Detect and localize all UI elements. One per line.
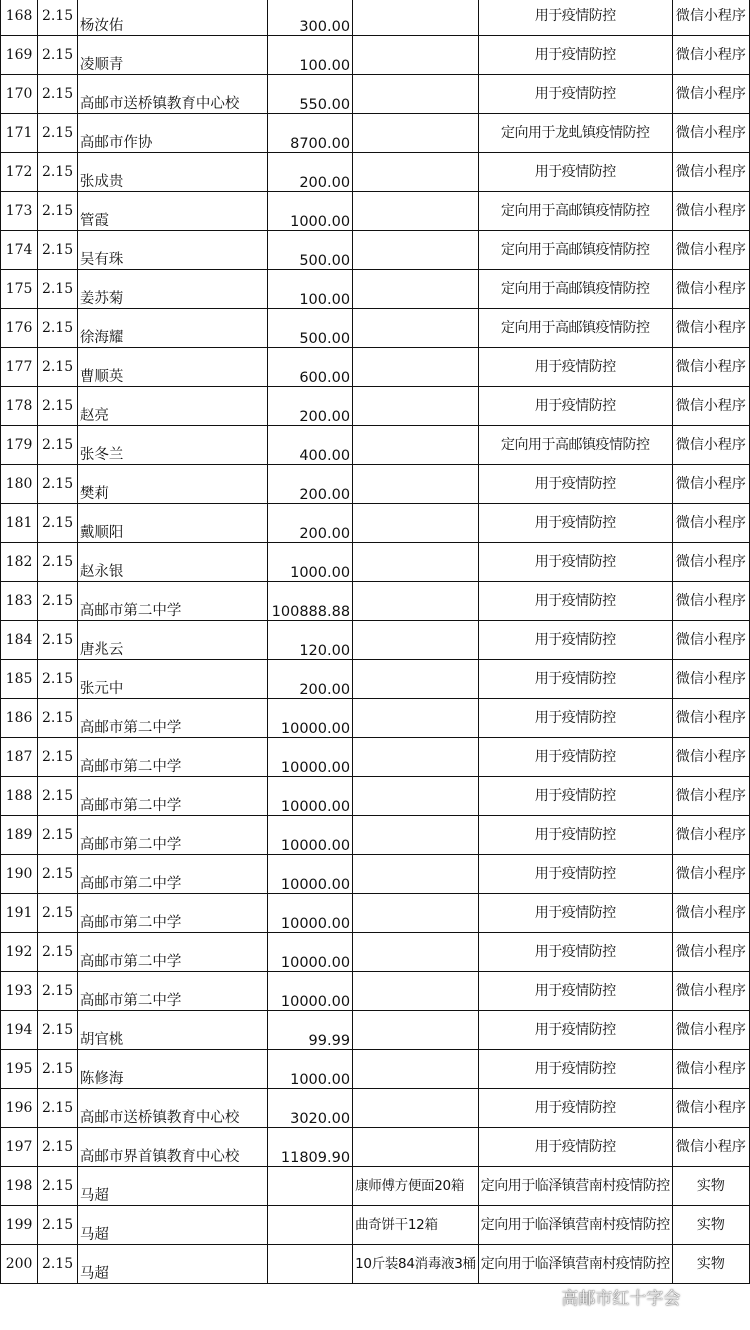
donation-amount: 10000.00 bbox=[268, 738, 353, 777]
table-row bbox=[1, 1050, 750, 1089]
donation-channel: 微信小程序 bbox=[672, 426, 749, 465]
donation-use: 用于疫情防控 bbox=[478, 972, 672, 1011]
table-row bbox=[1, 75, 750, 114]
watermark-text: 高邮市红十字会 bbox=[561, 1289, 681, 1309]
donation-amount: 1000.00 bbox=[268, 192, 353, 231]
donation-channel: 实物 bbox=[672, 1167, 749, 1206]
row-number: 173 bbox=[1, 192, 38, 231]
table-row bbox=[1, 621, 750, 660]
donated-item bbox=[353, 972, 479, 1011]
donation-channel: 微信小程序 bbox=[672, 1011, 749, 1050]
donated-item bbox=[353, 582, 479, 621]
donation-use: 定向用于高邮镇疫情防控 bbox=[478, 192, 672, 231]
donation-use: 用于疫情防控 bbox=[478, 0, 672, 36]
row-number: 178 bbox=[1, 387, 38, 426]
row-date: 2.15 bbox=[38, 0, 78, 36]
row-number: 200 bbox=[1, 1245, 38, 1284]
donation-channel: 微信小程序 bbox=[672, 582, 749, 621]
donation-use: 用于疫情防控 bbox=[478, 1050, 672, 1089]
donor-name: 赵永银 bbox=[77, 543, 267, 582]
donation-amount bbox=[268, 1167, 353, 1206]
row-date: 2.15 bbox=[38, 1089, 78, 1128]
donor-name: 张冬兰 bbox=[77, 426, 267, 465]
row-number: 170 bbox=[1, 75, 38, 114]
row-date: 2.15 bbox=[38, 777, 78, 816]
donated-item bbox=[353, 660, 479, 699]
row-date: 2.15 bbox=[38, 972, 78, 1011]
donation-use: 用于疫情防控 bbox=[478, 36, 672, 75]
donation-amount: 99.99 bbox=[268, 1011, 353, 1050]
donated-item bbox=[353, 1089, 479, 1128]
table-row bbox=[1, 738, 750, 777]
row-number: 187 bbox=[1, 738, 38, 777]
donor-name: 赵亮 bbox=[77, 387, 267, 426]
donated-item bbox=[353, 231, 479, 270]
donation-channel: 微信小程序 bbox=[672, 777, 749, 816]
donation-channel: 微信小程序 bbox=[672, 153, 749, 192]
row-date: 2.15 bbox=[38, 816, 78, 855]
donation-amount: 200.00 bbox=[268, 465, 353, 504]
row-number: 195 bbox=[1, 1050, 38, 1089]
donor-name: 樊莉 bbox=[77, 465, 267, 504]
donation-amount: 10000.00 bbox=[268, 855, 353, 894]
donation-amount: 10000.00 bbox=[268, 699, 353, 738]
donation-channel: 实物 bbox=[672, 1245, 749, 1284]
donor-name: 吴有珠 bbox=[77, 231, 267, 270]
row-date: 2.15 bbox=[38, 426, 78, 465]
table-row bbox=[1, 1245, 750, 1284]
row-date: 2.15 bbox=[38, 1011, 78, 1050]
donation-use: 用于疫情防控 bbox=[478, 1128, 672, 1167]
donation-use: 用于疫情防控 bbox=[478, 660, 672, 699]
row-number: 176 bbox=[1, 309, 38, 348]
table-row bbox=[1, 543, 750, 582]
donation-channel: 微信小程序 bbox=[672, 816, 749, 855]
donation-amount: 500.00 bbox=[268, 231, 353, 270]
table-row bbox=[1, 660, 750, 699]
donor-name: 唐兆云 bbox=[77, 621, 267, 660]
donation-channel: 微信小程序 bbox=[672, 192, 749, 231]
donated-item bbox=[353, 192, 479, 231]
donation-amount: 10000.00 bbox=[268, 894, 353, 933]
row-date: 2.15 bbox=[38, 1128, 78, 1167]
table-row bbox=[1, 0, 750, 36]
table-row bbox=[1, 309, 750, 348]
table-row bbox=[1, 1206, 750, 1245]
donated-item bbox=[353, 933, 479, 972]
row-number: 188 bbox=[1, 777, 38, 816]
donation-amount: 400.00 bbox=[268, 426, 353, 465]
row-date: 2.15 bbox=[38, 1245, 78, 1284]
row-date: 2.15 bbox=[38, 231, 78, 270]
donation-channel: 微信小程序 bbox=[672, 855, 749, 894]
donation-use: 用于疫情防控 bbox=[478, 621, 672, 660]
row-date: 2.15 bbox=[38, 933, 78, 972]
row-number: 175 bbox=[1, 270, 38, 309]
row-number: 198 bbox=[1, 1167, 38, 1206]
row-date: 2.15 bbox=[38, 309, 78, 348]
donation-channel: 微信小程序 bbox=[672, 387, 749, 426]
donated-item bbox=[353, 309, 479, 348]
table-row bbox=[1, 270, 750, 309]
donation-amount: 550.00 bbox=[268, 75, 353, 114]
donation-use: 用于疫情防控 bbox=[478, 738, 672, 777]
donation-channel: 微信小程序 bbox=[672, 1089, 749, 1128]
row-date: 2.15 bbox=[38, 270, 78, 309]
donated-item bbox=[353, 348, 479, 387]
row-number: 184 bbox=[1, 621, 38, 660]
donation-amount: 200.00 bbox=[268, 387, 353, 426]
donated-item bbox=[353, 504, 479, 543]
donated-item bbox=[353, 855, 479, 894]
donation-use: 用于疫情防控 bbox=[478, 894, 672, 933]
donation-channel: 实物 bbox=[672, 1206, 749, 1245]
donor-name: 胡官桃 bbox=[77, 1011, 267, 1050]
donated-item bbox=[353, 387, 479, 426]
donation-channel: 微信小程序 bbox=[672, 1128, 749, 1167]
donor-name: 曹顺英 bbox=[77, 348, 267, 387]
donation-channel: 微信小程序 bbox=[672, 36, 749, 75]
donated-item bbox=[353, 153, 479, 192]
row-number: 172 bbox=[1, 153, 38, 192]
donated-item bbox=[353, 270, 479, 309]
donation-channel: 微信小程序 bbox=[672, 231, 749, 270]
donation-use: 用于疫情防控 bbox=[478, 933, 672, 972]
row-number: 181 bbox=[1, 504, 38, 543]
donation-use: 用于疫情防控 bbox=[478, 465, 672, 504]
donor-name: 高邮市界首镇教育中心校 bbox=[77, 1128, 267, 1167]
donation-channel: 微信小程序 bbox=[672, 1050, 749, 1089]
donation-channel: 微信小程序 bbox=[672, 75, 749, 114]
table-row bbox=[1, 1011, 750, 1050]
table-row bbox=[1, 36, 750, 75]
donor-name: 高邮市第二中学 bbox=[77, 855, 267, 894]
row-date: 2.15 bbox=[38, 1167, 78, 1206]
donor-name: 高邮市送桥镇教育中心校 bbox=[77, 75, 267, 114]
donation-channel: 微信小程序 bbox=[672, 933, 749, 972]
table-row bbox=[1, 777, 750, 816]
donation-use: 用于疫情防控 bbox=[478, 543, 672, 582]
donation-use: 定向用于临泽镇营南村疫情防控 bbox=[478, 1245, 672, 1284]
row-number: 169 bbox=[1, 36, 38, 75]
donation-channel: 微信小程序 bbox=[672, 972, 749, 1011]
donation-channel: 微信小程序 bbox=[672, 465, 749, 504]
donation-channel: 微信小程序 bbox=[672, 504, 749, 543]
table-row bbox=[1, 387, 750, 426]
donation-channel: 微信小程序 bbox=[672, 621, 749, 660]
donation-channel: 微信小程序 bbox=[672, 738, 749, 777]
donation-amount bbox=[268, 1206, 353, 1245]
donor-name: 高邮市第二中学 bbox=[77, 933, 267, 972]
donated-item bbox=[353, 1050, 479, 1089]
donation-channel: 微信小程序 bbox=[672, 660, 749, 699]
donated-item bbox=[353, 777, 479, 816]
row-date: 2.15 bbox=[38, 114, 78, 153]
donation-amount: 120.00 bbox=[268, 621, 353, 660]
donor-name: 高邮市作协 bbox=[77, 114, 267, 153]
donation-amount: 10000.00 bbox=[268, 816, 353, 855]
donation-channel: 微信小程序 bbox=[672, 114, 749, 153]
row-number: 168 bbox=[1, 0, 38, 36]
row-number: 186 bbox=[1, 699, 38, 738]
donation-channel: 微信小程序 bbox=[672, 348, 749, 387]
donation-use: 用于疫情防控 bbox=[478, 699, 672, 738]
row-date: 2.15 bbox=[38, 192, 78, 231]
row-number: 194 bbox=[1, 1011, 38, 1050]
donated-item bbox=[353, 621, 479, 660]
table-row bbox=[1, 933, 750, 972]
donation-amount: 200.00 bbox=[268, 660, 353, 699]
donor-name: 姜苏菊 bbox=[77, 270, 267, 309]
donor-name: 高邮市第二中学 bbox=[77, 972, 267, 1011]
row-number: 174 bbox=[1, 231, 38, 270]
row-date: 2.15 bbox=[38, 660, 78, 699]
donor-name: 凌顺青 bbox=[77, 36, 267, 75]
row-number: 179 bbox=[1, 426, 38, 465]
row-date: 2.15 bbox=[38, 1206, 78, 1245]
table-row bbox=[1, 1128, 750, 1167]
donation-use: 定向用于龙虬镇疫情防控 bbox=[478, 114, 672, 153]
row-number: 171 bbox=[1, 114, 38, 153]
donated-item bbox=[353, 543, 479, 582]
donation-amount: 1000.00 bbox=[268, 1050, 353, 1089]
donation-channel: 微信小程序 bbox=[672, 543, 749, 582]
row-date: 2.15 bbox=[38, 75, 78, 114]
donation-use: 用于疫情防控 bbox=[478, 582, 672, 621]
donation-amount: 11809.90 bbox=[268, 1128, 353, 1167]
table-row bbox=[1, 1167, 750, 1206]
donation-use: 定向用于高邮镇疫情防控 bbox=[478, 309, 672, 348]
donor-name: 高邮市送桥镇教育中心校 bbox=[77, 1089, 267, 1128]
row-number: 193 bbox=[1, 972, 38, 1011]
donor-name: 马超 bbox=[77, 1167, 267, 1206]
donated-item bbox=[353, 816, 479, 855]
donated-item bbox=[353, 1128, 479, 1167]
donated-item: 10斤装84消毒液3桶 bbox=[353, 1245, 479, 1284]
donation-use: 用于疫情防控 bbox=[478, 816, 672, 855]
row-number: 197 bbox=[1, 1128, 38, 1167]
donation-amount bbox=[268, 1245, 353, 1284]
donation-amount: 1000.00 bbox=[268, 543, 353, 582]
table-body bbox=[1, 0, 750, 1284]
donation-use: 用于疫情防控 bbox=[478, 348, 672, 387]
donated-item bbox=[353, 465, 479, 504]
donor-name: 戴顺阳 bbox=[77, 504, 267, 543]
donated-item: 康师傅方便面20箱 bbox=[353, 1167, 479, 1206]
donation-use: 定向用于临泽镇营南村疫情防控 bbox=[478, 1167, 672, 1206]
row-number: 182 bbox=[1, 543, 38, 582]
donation-use: 定向用于高邮镇疫情防控 bbox=[478, 270, 672, 309]
donor-name: 高邮市第二中学 bbox=[77, 699, 267, 738]
donor-name: 张成贵 bbox=[77, 153, 267, 192]
donation-amount: 10000.00 bbox=[268, 933, 353, 972]
row-date: 2.15 bbox=[38, 387, 78, 426]
table-row bbox=[1, 426, 750, 465]
donor-name: 徐海耀 bbox=[77, 309, 267, 348]
donation-amount: 300.00 bbox=[268, 0, 353, 36]
row-number: 196 bbox=[1, 1089, 38, 1128]
donation-channel: 微信小程序 bbox=[672, 309, 749, 348]
donation-amount: 100.00 bbox=[268, 270, 353, 309]
donation-amount: 10000.00 bbox=[268, 972, 353, 1011]
row-date: 2.15 bbox=[38, 465, 78, 504]
donation-amount: 100.00 bbox=[268, 36, 353, 75]
donation-amount: 500.00 bbox=[268, 309, 353, 348]
row-date: 2.15 bbox=[38, 153, 78, 192]
donation-use: 定向用于高邮镇疫情防控 bbox=[478, 231, 672, 270]
table-row bbox=[1, 114, 750, 153]
donated-item bbox=[353, 0, 479, 36]
donor-name: 高邮市第二中学 bbox=[77, 738, 267, 777]
row-date: 2.15 bbox=[38, 1050, 78, 1089]
donated-item bbox=[353, 75, 479, 114]
donation-amount: 600.00 bbox=[268, 348, 353, 387]
donation-amount: 10000.00 bbox=[268, 777, 353, 816]
row-number: 191 bbox=[1, 894, 38, 933]
row-date: 2.15 bbox=[38, 621, 78, 660]
table-row bbox=[1, 816, 750, 855]
table-row bbox=[1, 465, 750, 504]
donation-amount: 8700.00 bbox=[268, 114, 353, 153]
donor-name: 高邮市第二中学 bbox=[77, 816, 267, 855]
donation-amount: 3020.00 bbox=[268, 1089, 353, 1128]
row-date: 2.15 bbox=[38, 543, 78, 582]
donor-name: 张元中 bbox=[77, 660, 267, 699]
donor-name: 管霞 bbox=[77, 192, 267, 231]
donated-item bbox=[353, 426, 479, 465]
row-number: 199 bbox=[1, 1206, 38, 1245]
donation-use: 定向用于高邮镇疫情防控 bbox=[478, 426, 672, 465]
table-row bbox=[1, 504, 750, 543]
donation-use: 用于疫情防控 bbox=[478, 777, 672, 816]
row-date: 2.15 bbox=[38, 504, 78, 543]
table-row bbox=[1, 972, 750, 1011]
row-date: 2.15 bbox=[38, 36, 78, 75]
donation-amount: 100888.88 bbox=[268, 582, 353, 621]
donation-use: 用于疫情防控 bbox=[478, 504, 672, 543]
donor-name: 高邮市第二中学 bbox=[77, 777, 267, 816]
row-date: 2.15 bbox=[38, 855, 78, 894]
donation-amount: 200.00 bbox=[268, 504, 353, 543]
donation-channel: 微信小程序 bbox=[672, 894, 749, 933]
donation-use: 定向用于临泽镇营南村疫情防控 bbox=[478, 1206, 672, 1245]
donation-channel: 微信小程序 bbox=[672, 270, 749, 309]
donated-item bbox=[353, 738, 479, 777]
row-date: 2.15 bbox=[38, 348, 78, 387]
row-date: 2.15 bbox=[38, 738, 78, 777]
donation-channel: 微信小程序 bbox=[672, 0, 749, 36]
row-number: 192 bbox=[1, 933, 38, 972]
table-row bbox=[1, 231, 750, 270]
donation-use: 用于疫情防控 bbox=[478, 1089, 672, 1128]
donation-amount: 200.00 bbox=[268, 153, 353, 192]
donation-use: 用于疫情防控 bbox=[478, 75, 672, 114]
donation-channel: 微信小程序 bbox=[672, 699, 749, 738]
row-number: 183 bbox=[1, 582, 38, 621]
donor-name: 高邮市第二中学 bbox=[77, 894, 267, 933]
watermark bbox=[532, 1284, 680, 1309]
table-row bbox=[1, 348, 750, 387]
row-number: 189 bbox=[1, 816, 38, 855]
donation-use: 用于疫情防控 bbox=[478, 387, 672, 426]
donated-item: 曲奇饼干12箱 bbox=[353, 1206, 479, 1245]
row-number: 180 bbox=[1, 465, 38, 504]
table-row bbox=[1, 582, 750, 621]
donor-name: 陈修海 bbox=[77, 1050, 267, 1089]
wechat-icon bbox=[532, 1290, 552, 1306]
row-date: 2.15 bbox=[38, 699, 78, 738]
table-row bbox=[1, 153, 750, 192]
donor-name: 马超 bbox=[77, 1206, 267, 1245]
donor-name: 高邮市第二中学 bbox=[77, 582, 267, 621]
donation-use: 用于疫情防控 bbox=[478, 1011, 672, 1050]
donated-item bbox=[353, 699, 479, 738]
donor-name: 杨汝佑 bbox=[77, 0, 267, 36]
donor-name: 马超 bbox=[77, 1245, 267, 1284]
donation-use: 用于疫情防控 bbox=[478, 855, 672, 894]
donated-item bbox=[353, 36, 479, 75]
table-row bbox=[1, 894, 750, 933]
row-date: 2.15 bbox=[38, 894, 78, 933]
donated-item bbox=[353, 1011, 479, 1050]
row-date: 2.15 bbox=[38, 582, 78, 621]
table-row bbox=[1, 855, 750, 894]
row-number: 190 bbox=[1, 855, 38, 894]
row-number: 177 bbox=[1, 348, 38, 387]
table-row bbox=[1, 1089, 750, 1128]
donated-item bbox=[353, 894, 479, 933]
donated-item bbox=[353, 114, 479, 153]
table-row bbox=[1, 192, 750, 231]
table-row bbox=[1, 699, 750, 738]
row-number: 185 bbox=[1, 660, 38, 699]
donation-use: 用于疫情防控 bbox=[478, 153, 672, 192]
